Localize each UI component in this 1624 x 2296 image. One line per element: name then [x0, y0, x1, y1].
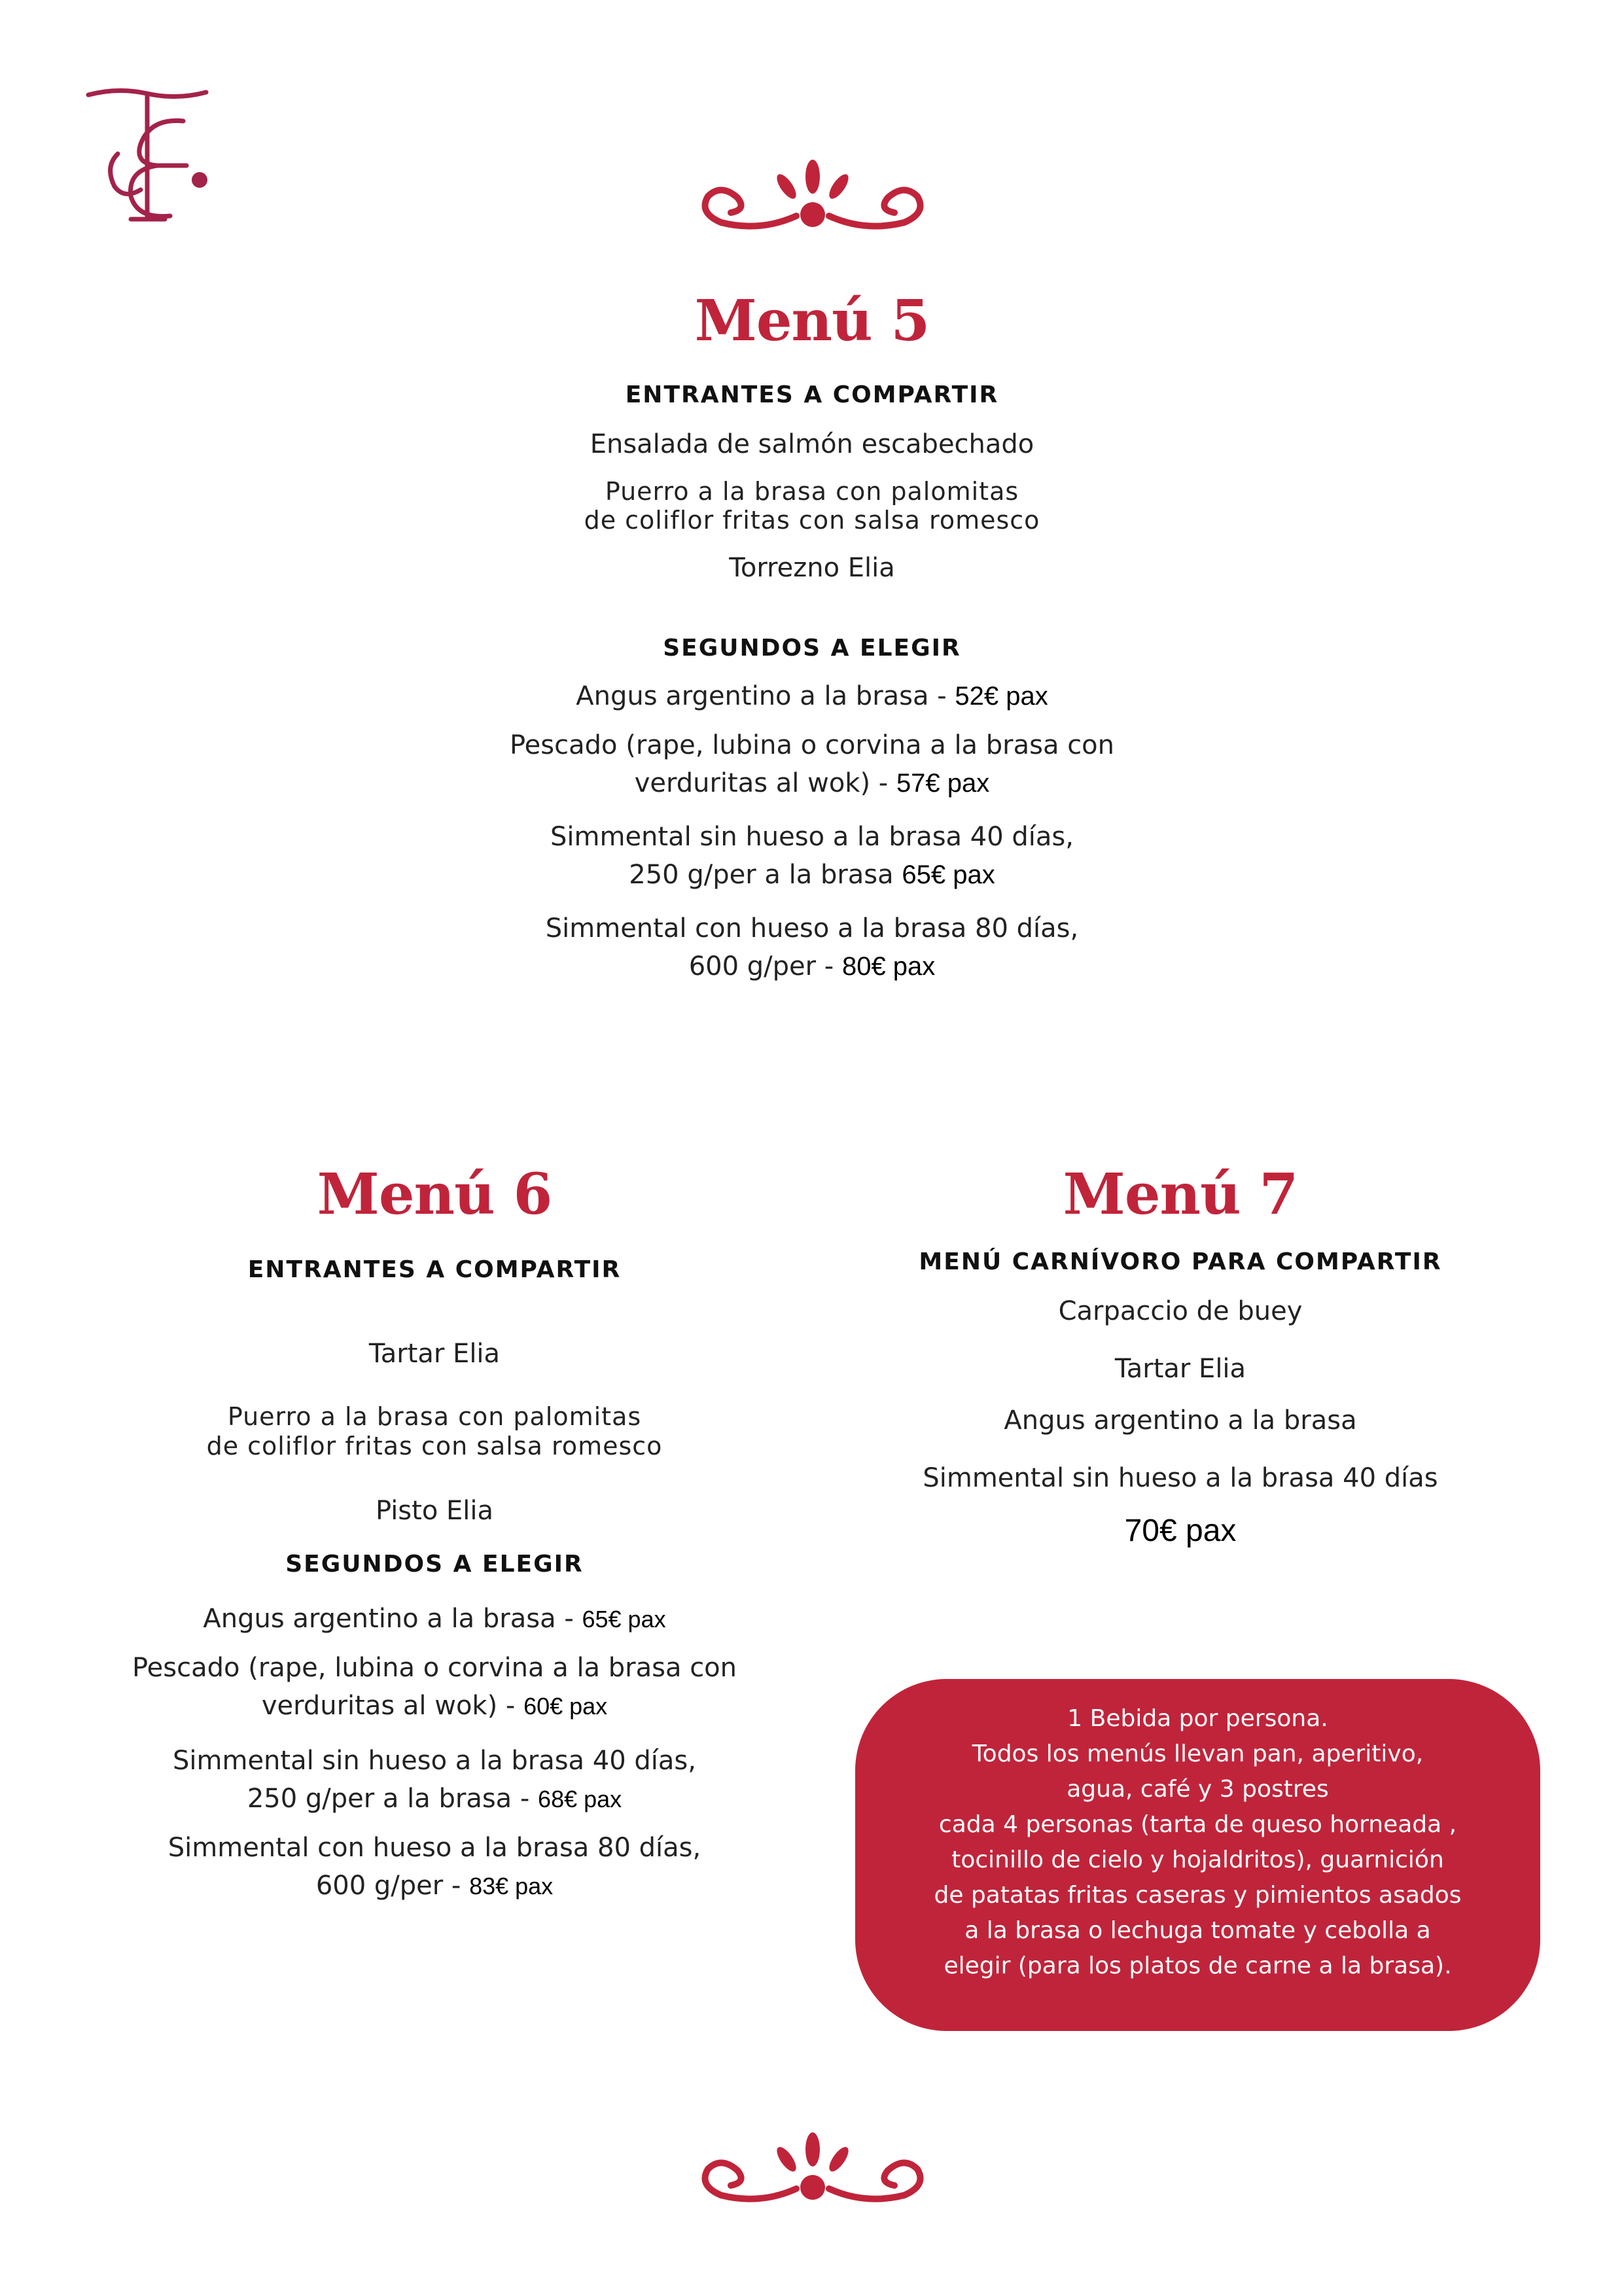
- price-label: 57€ pax: [896, 769, 990, 798]
- menu5-main-item: Angus argentino a la brasa - 52€ pax: [576, 681, 1048, 711]
- note-line: de patatas fritas caseras y pimientos asados: [934, 1882, 1462, 1909]
- menu6-starter-item: Pisto Elia: [375, 1496, 494, 1526]
- top-ornament-icon: [695, 157, 930, 236]
- note-line: agua, café y 3 postres: [1067, 1776, 1329, 1803]
- price-label: 60€ pax: [523, 1693, 608, 1720]
- menu6-mains-heading: SEGUNDOS A ELEGIR: [285, 1551, 584, 1578]
- price-label: 68€ pax: [538, 1786, 622, 1812]
- menu6-title: Menú 6: [317, 1161, 552, 1227]
- note-text: [855, 1701, 1540, 1984]
- tc-monogram-logo: [79, 82, 216, 232]
- price-label: 80€ pax: [841, 952, 936, 981]
- menu6-starter-item: de coliflor fritas con salsa romesco: [206, 1432, 663, 1460]
- menu6-main-item: Pescado (rape, lubina o corvina a la brasa con verduritas al wok) - 60€ pax: [132, 1653, 737, 1721]
- menu7-heading: MENÚ CARNÍVORO PARA COMPARTIR: [919, 1248, 1442, 1275]
- menu5-starters-heading: ENTRANTES A COMPARTIR: [625, 381, 999, 408]
- menu5-starter-item: Puerro a la brasa con palomitas: [605, 477, 1019, 506]
- menu5-mains-heading: SEGUNDOS A ELEGIR: [663, 635, 961, 662]
- menu7-item: Angus argentino a la brasa: [1004, 1405, 1357, 1436]
- note-line: tocinillo de cielo y hojaldritos), guarnición: [951, 1846, 1444, 1873]
- menu6-starter-item: Puerro a la brasa con palomitas: [227, 1402, 642, 1431]
- menu6-main-item: Angus argentino a la brasa - 65€ pax: [203, 1604, 666, 1634]
- price-label: 52€ pax: [955, 682, 1048, 711]
- menu6-starters-heading: ENTRANTES A COMPARTIR: [247, 1256, 622, 1283]
- menu7-item: Carpaccio de buey: [1058, 1296, 1303, 1326]
- menu7-price: 70€ pax: [1124, 1513, 1237, 1548]
- menu5-main-item: Pescado (rape, lubina o corvina a la brasa con verduritas al wok) - 57€ pax: [509, 730, 1115, 798]
- price-label: 65€ pax: [902, 860, 995, 889]
- menu7-title: Menú 7: [1063, 1161, 1298, 1227]
- menu5-title: Menú 5: [694, 288, 930, 354]
- menu5-starter-item: de coliflor fritas con salsa romesco: [584, 506, 1040, 535]
- note-line: 1 Bebida por persona.: [1067, 1705, 1328, 1732]
- menu5-starter-item: Ensalada de salmón escabechado: [590, 429, 1034, 459]
- price-label: 83€ pax: [469, 1873, 554, 1899]
- menu7-item: Simmental sin hueso a la brasa 40 días: [923, 1463, 1438, 1493]
- menu5-starter-item: Torrezno Elia: [729, 553, 895, 583]
- menu6-main-item: Simmental sin hueso a la brasa 40 días, 250 g/per a la brasa - 68€ pax: [173, 1746, 696, 1814]
- note-line: Todos los menús llevan pan, aperitivo,: [972, 1740, 1424, 1767]
- info-note-box: [855, 1679, 1540, 2031]
- menu6-starter-item: Tartar Elia: [368, 1339, 501, 1369]
- note-line: a la brasa o lechuga tomate y cebolla a: [964, 1917, 1431, 1944]
- price-label: 65€ pax: [582, 1606, 666, 1633]
- menu7-item: Tartar Elia: [1114, 1354, 1246, 1384]
- note-line: elegir (para los platos de carne a la brasa).: [944, 1952, 1452, 1979]
- menu6-main-item: Simmental con hueso a la brasa 80 días, 600 g/per - 83€ pax: [168, 1833, 701, 1901]
- menu5-main-item: Simmental sin hueso a la brasa 40 días, 250 g/per a la brasa 65€ pax: [550, 822, 1074, 890]
- menu5-main-item: Simmental con hueso a la brasa 80 días, 600 g/per - 80€ pax: [545, 913, 1079, 981]
- bottom-ornament-icon: [695, 2130, 930, 2208]
- note-line: cada 4 personas (tarta de queso horneada ,: [938, 1811, 1457, 1838]
